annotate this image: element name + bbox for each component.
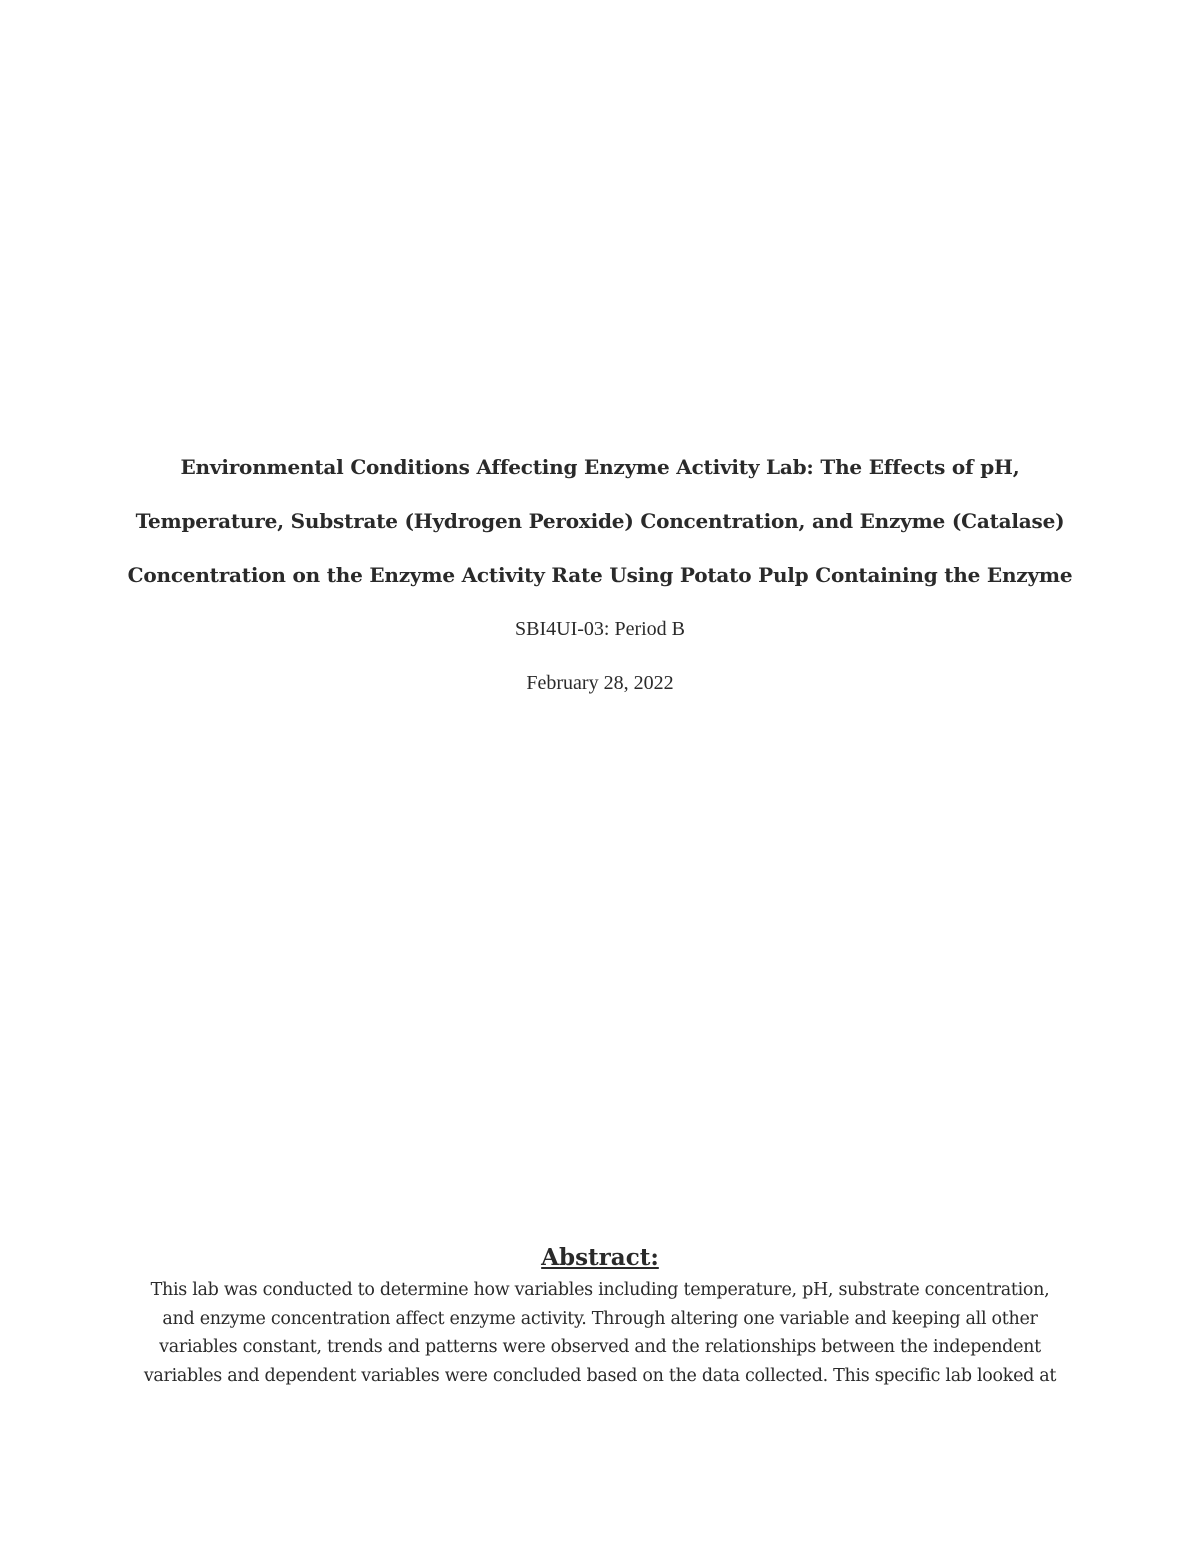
report-title-line-3: Concentration on the Enzyme Activity Rate Using Potato Pulp Containing the Enzyme xyxy=(127,563,1073,587)
abstract-heading: Abstract: xyxy=(541,1244,659,1271)
course-code: SBI4UI-03: Period B xyxy=(515,618,685,640)
abstract-line-3: variables constant, trends and patterns were observed and the relationships between the independent xyxy=(159,1337,1041,1357)
report-title-line-2: Temperature, Substrate (Hydrogen Peroxide) Concentration, and Enzyme (Catalase) xyxy=(135,509,1065,533)
abstract-body xyxy=(100,1276,1100,1390)
abstract-line-2: and enzyme concentration affect enzyme activity. Through altering one variable and keeping all other xyxy=(162,1308,1038,1329)
abstract-line-1: This lab was conducted to determine how variables including temperature, pH, substrate concentration, xyxy=(150,1280,1050,1300)
abstract-line-4: variables and dependent variables were concluded based on the data collected. This specific lab looked at xyxy=(143,1365,1057,1386)
title-page-block xyxy=(100,440,1100,710)
report-date: February 28, 2022 xyxy=(526,672,674,694)
report-title-line-1: Environmental Conditions Affecting Enzyme Activity Lab: The Effects of pH, xyxy=(180,455,1020,479)
